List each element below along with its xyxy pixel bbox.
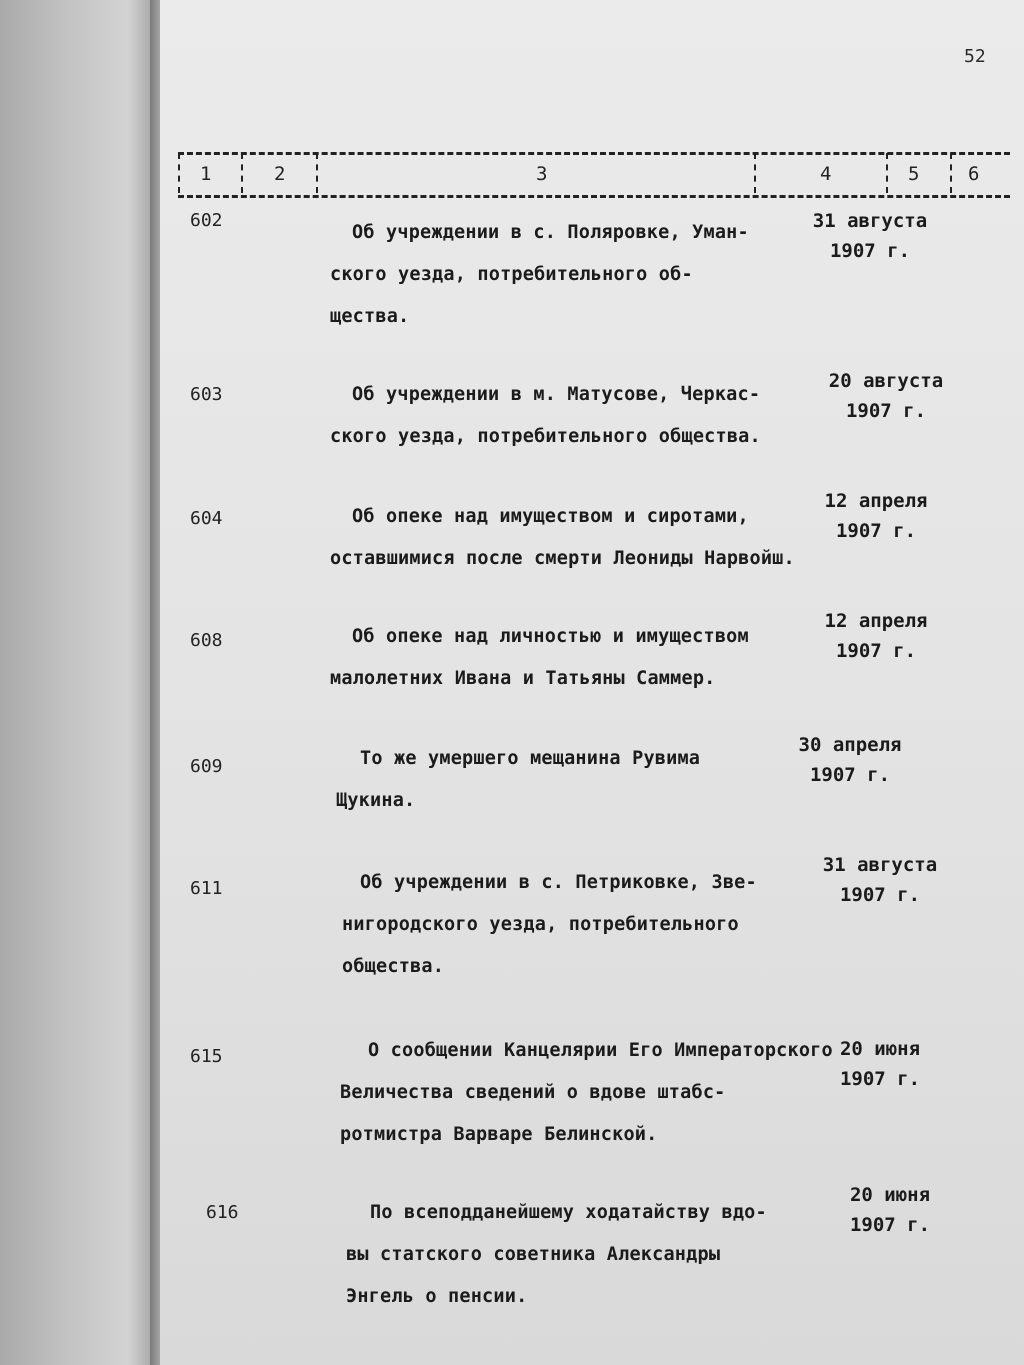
- description-line: Об учреждении в с. Петриковке, Зве-: [360, 872, 757, 893]
- date-year: 1907 г.: [839, 884, 921, 906]
- entry-number: 602: [190, 210, 223, 231]
- table-header: [178, 152, 1010, 198]
- date-year: 1907 г.: [835, 640, 917, 662]
- column-separator: [886, 153, 888, 193]
- entry-description: [330, 738, 810, 822]
- description-line: оставшимися после смерти Леониды Нарвойш.: [330, 548, 795, 569]
- date-year: 1907 г.: [829, 240, 911, 262]
- entry-description: [330, 616, 810, 700]
- description-line: щества.: [330, 306, 410, 327]
- description-line: малолетних Ивана и Татьяны Саммер.: [330, 668, 716, 689]
- entry-number: 616: [206, 1202, 239, 1223]
- column-header-1: 1: [200, 163, 212, 185]
- description-line: нигородского уезда, потребительного: [342, 914, 739, 935]
- column-header-3: 3: [536, 163, 548, 185]
- description-line: Щукина.: [336, 790, 416, 811]
- entry-description: [330, 212, 810, 338]
- entry-date: [770, 730, 930, 790]
- description-line: ского уезда, потребительного об-: [330, 264, 693, 285]
- column-header-5: 5: [908, 163, 920, 185]
- entry-date: [790, 206, 950, 266]
- description-line: Величества сведений о вдове штабс-: [340, 1082, 726, 1103]
- entry-date: [796, 606, 956, 666]
- entry-date: [796, 486, 956, 546]
- description-line: общества.: [342, 956, 445, 977]
- date-year: 1907 г.: [809, 764, 891, 786]
- entry-date: [810, 1180, 970, 1240]
- date-day-month: 31 августа: [822, 854, 938, 876]
- description-line: ского уезда, потребительного общества.: [330, 426, 761, 447]
- date-day-month: 20 июня: [849, 1184, 931, 1206]
- entry-date: [806, 366, 966, 426]
- description-line: Об учреждении в м. Матусове, Черкас-: [352, 384, 761, 405]
- entry-number: 615: [190, 1046, 223, 1067]
- date-day-month: 30 апреля: [798, 734, 902, 756]
- column-separator: [950, 153, 952, 193]
- description-line: То же умершего мещанина Рувима: [360, 748, 701, 769]
- description-line: Энгель о пенсии.: [346, 1286, 528, 1307]
- column-header-6: 6: [968, 163, 980, 185]
- entry-description: [330, 1030, 850, 1156]
- description-line: ротмистра Варваре Белинской.: [340, 1124, 658, 1145]
- date-year: 1907 г.: [845, 400, 927, 422]
- entry-number: 609: [190, 756, 223, 777]
- entry-description: [330, 374, 810, 458]
- column-separator: [178, 153, 180, 193]
- description-line: Об опеке над личностью и имуществом: [352, 626, 749, 647]
- column-header-2: 2: [274, 163, 286, 185]
- description-line: О сообщении Канцелярии Его Императорского: [368, 1040, 833, 1061]
- date-year: 1907 г.: [839, 1068, 921, 1090]
- left-page: [0, 0, 160, 1365]
- entry-number: 603: [190, 384, 223, 405]
- page-number: 52: [964, 46, 986, 67]
- description-line: вы статского советника Александры: [346, 1244, 721, 1265]
- entry-date: [800, 850, 960, 910]
- column-separator: [316, 153, 318, 193]
- date-day-month: 12 апреля: [824, 490, 928, 512]
- description-line: Об учреждении в с. Поляровке, Уман-: [352, 222, 749, 243]
- date-day-month: 20 июня: [839, 1038, 921, 1060]
- column-header-4: 4: [820, 163, 832, 185]
- entry-description: [330, 1192, 810, 1318]
- entry-description: [330, 862, 810, 988]
- description-line: Об опеке над имуществом и сиротами,: [352, 506, 749, 527]
- date-day-month: 20 августа: [828, 370, 944, 392]
- entry-number: 604: [190, 508, 223, 529]
- description-line: По всеподданейшему ходатайству вдо-: [370, 1202, 767, 1223]
- date-day-month: 31 августа: [812, 210, 928, 232]
- entry-number: 608: [190, 630, 223, 651]
- column-separator: [754, 153, 756, 193]
- date-day-month: 12 апреля: [824, 610, 928, 632]
- entry-date: [800, 1034, 960, 1094]
- entry-description: [330, 496, 810, 580]
- date-year: 1907 г.: [849, 1214, 931, 1236]
- entry-number: 611: [190, 878, 223, 899]
- column-separator: [241, 153, 243, 193]
- date-year: 1907 г.: [835, 520, 917, 542]
